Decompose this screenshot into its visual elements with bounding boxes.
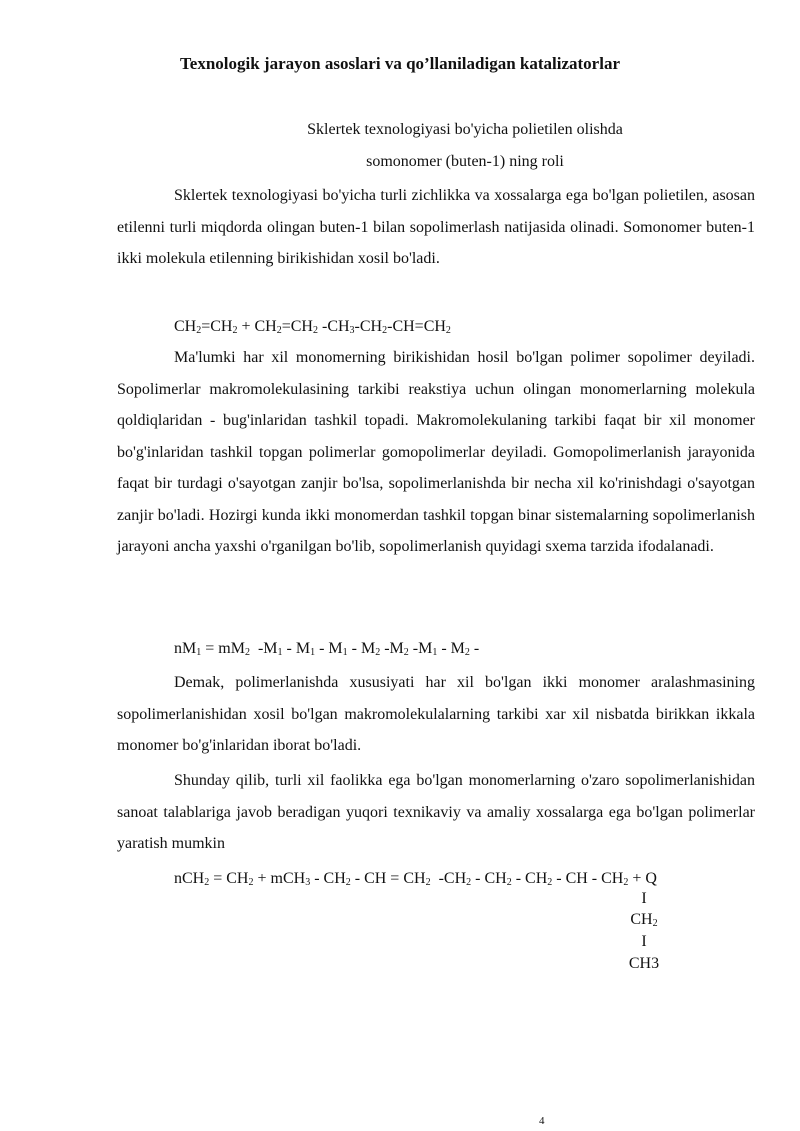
branch-group-ch2: $CH_2$ — [630, 911, 658, 929]
document-title: Texnologik jarayon asoslari va qo’llaniladigan katalizatorlar — [180, 54, 620, 73]
copolymerization-scheme: $nM_1 = mM_2$ $-M_1 - M_1 - M_1 - M_2$ $-M_2$ $-M_1 - M_2$ - — [174, 640, 480, 658]
page-number: 4 — [539, 1115, 545, 1127]
polymerization-equation: $nCH_2 = CH_2 + mCH_3 - CH_2$ - CH = $CH_2$ $-CH_2 - CH_2 - CH_2$ - CH - $CH_2 + Q$ — [174, 870, 657, 888]
branch-bond-2: I — [641, 933, 647, 950]
paragraph-conclusion: Demak, polimerlanishda xususiyati har xil bo'lgan ikki monomer aralashmasining sopolimerlanishidan xosil bo'lgan makromolekulalarning tarkibi xar xil nisbatda birikkan ikkala monomer bo'g'inlaridan iborat bo'ladi. — [117, 674, 755, 754]
section-subtitle-line2: somonomer (buten-1) ning roli — [366, 153, 564, 170]
section-subtitle-line1: Sklertek texnologiyasi bo'yicha polietilen olishda — [307, 121, 623, 138]
paragraph-summary: Shunday qilib, turli xil faolikka ega bo'lgan monomerlarning o'zaro sopolimerlanishidan sanoat talablariga javob beradigan yuqori texnikaviy va amaliy xossalarga ega bo'lgan polimerlar yaratish mumkin — [117, 772, 755, 852]
butene-formation-equation: $CH_2=CH_2 + CH_2=CH_2$ $-CH_3-CH_2-CH=CH_2$ — [174, 318, 451, 336]
paragraph-copolymer-definition: Ma'lumki har xil monomerning birikishidan hosil bo'lgan polimer sopolimer deyiladi. Sopolimerlar makromolekulasining tarkibi reakstiya uchun olingan monomerlarning molekula qoldiqlaridan - bug'inlaridan tashkil topadi. Makromolekulaning tarkibi faqat bir xil monomer bo'g'inlaridan tashkil topgan polimerlar gomopolimerlar deyiladi. Gomopolimerlanish jarayonida faqat bir turdagi o'sayotgan zanjir bo'lsa, sopolimerlanishda bir necha xil ko'rinishdagi o'sayotgan zanjir bo'ladi. Hozirgi kunda ikki monomerdan tashkil topgan binar sistemalarning sopolimerlanish jarayoni ancha yaxshi o'rganilgan bo'lib, sopolimerlanish quyidagi sxema tarzida ifodalanadi. — [117, 349, 755, 555]
branch-bond-1: I — [641, 890, 647, 907]
branch-group-ch3: CH3 — [628, 955, 660, 972]
paragraph-intro: Sklertek texnologiyasi bo'yicha turli zichlikka va xossalarga ega bo'lgan polietilen, asosan etilenni turli miqdorda olingan buten-1 bilan sopolimerlash natijasida olinadi. Somonomer buten-1 ikki molekula etilenning birikishidan xosil bo'ladi. — [117, 187, 755, 267]
